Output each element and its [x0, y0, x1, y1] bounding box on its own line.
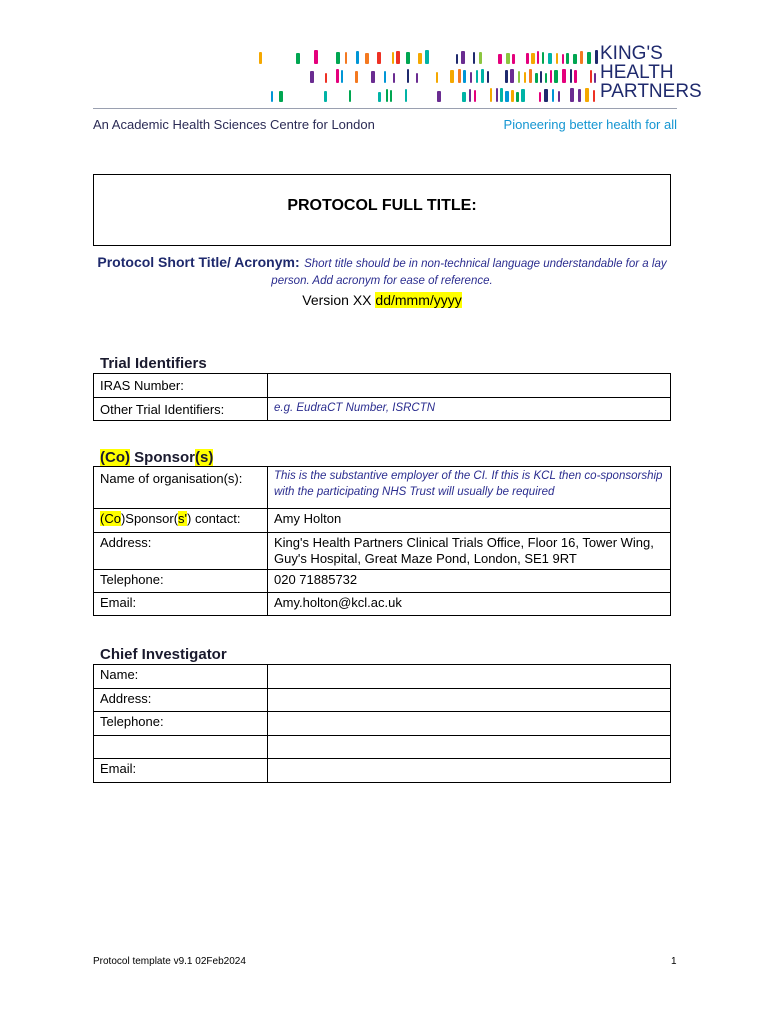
- version-date: dd/mmm/yyyy: [375, 292, 462, 308]
- logo-figure-mark: [556, 53, 558, 64]
- logo-figure-mark: [416, 73, 418, 83]
- logo-figure-mark: [456, 54, 458, 64]
- logo-figure-mark: [462, 92, 466, 102]
- table-row: [94, 689, 671, 712]
- logo-figure-mark: [526, 53, 529, 64]
- ci-address-value: [268, 689, 671, 712]
- logo-figure-mark: [587, 52, 591, 64]
- ci-name-value: [268, 665, 671, 689]
- logo-figure-mark: [474, 90, 476, 102]
- logo-figure-mark: [345, 52, 347, 64]
- org-label: Name of organisation(s):: [94, 467, 268, 509]
- logo-figure-mark: [505, 70, 508, 83]
- logo-figure-mark: [336, 69, 339, 83]
- logo-figure-mark: [518, 71, 520, 83]
- chief-investigator-heading: Chief Investigator: [100, 646, 227, 663]
- logo-figure-mark: [325, 73, 327, 83]
- header-divider: [93, 108, 677, 109]
- logo-figure-mark: [516, 92, 519, 102]
- logo-figure-mark: [550, 70, 552, 83]
- header-tagline-right: Pioneering better health for all: [503, 117, 677, 132]
- logo-figure-mark: [396, 51, 400, 64]
- contact-label-part: )Sponsor(: [120, 511, 179, 526]
- logo-figure-mark: [296, 53, 300, 64]
- table-row: [94, 665, 671, 689]
- sponsor-email-label: Email:: [94, 593, 268, 616]
- logo-figure-mark: [542, 52, 544, 64]
- logo-figure-mark: [506, 53, 510, 64]
- logo-figure-mark: [548, 53, 552, 64]
- logo-figure-mark: [570, 69, 572, 83]
- logo-figure-mark: [574, 70, 577, 83]
- sponsor-address-label: Address:: [94, 533, 268, 570]
- sponsor-table: [93, 466, 671, 616]
- logo-figure-mark: [545, 73, 547, 83]
- ci-name-label: Name:: [94, 665, 268, 689]
- logo-figure-mark: [341, 70, 343, 83]
- contact-label-part: (Co: [100, 511, 121, 526]
- logo-figure-mark: [390, 90, 392, 102]
- table-row: [94, 593, 671, 616]
- logo-figure-mark: [463, 70, 466, 83]
- logo-figure-mark: [529, 69, 532, 83]
- table-row: [94, 398, 671, 421]
- table-row: [94, 712, 671, 736]
- logo-figure-mark: [595, 50, 598, 64]
- logo-figure-mark: [594, 73, 596, 83]
- iras-value: [268, 374, 671, 398]
- logo-figure-mark: [593, 90, 595, 102]
- logo-figure-mark: [505, 91, 509, 102]
- logo-figure-mark: [436, 72, 438, 83]
- logo-figure-mark: [271, 91, 273, 102]
- logo-figure-mark: [500, 88, 503, 102]
- logo-figure-mark: [418, 53, 422, 64]
- short-title-description: Short title should be in non-technical language understandable for a lay person. Add acronym for ease of reference.: [271, 258, 667, 287]
- ci-email-value: [268, 759, 671, 783]
- sponsor-heading-text: Sponsor: [130, 449, 196, 466]
- logo-figure-mark: [458, 69, 461, 83]
- logo-figure-mark: [510, 69, 514, 83]
- ci-blank-value: [268, 736, 671, 759]
- logo-figure-mark: [554, 70, 558, 83]
- logo-figure-mark: [470, 72, 472, 83]
- sponsor-email-value: Amy.holton@kcl.ac.uk: [268, 593, 671, 616]
- logo-figure-mark: [558, 91, 560, 102]
- footer-template-version: Protocol template v9.1 02Feb2024: [93, 956, 246, 967]
- sponsor-heading: [100, 449, 213, 466]
- logo-figure-mark: [578, 89, 581, 102]
- logo-figure-mark: [386, 89, 388, 102]
- logo-figure-mark: [310, 71, 314, 83]
- version-line: [93, 292, 671, 308]
- logo-line: HEALTH: [600, 62, 674, 83]
- footer-page-number: 1: [671, 956, 677, 967]
- trial-identifiers-table: [93, 373, 671, 421]
- version-prefix: Version XX: [302, 292, 376, 308]
- logo-figure-mark: [425, 50, 429, 64]
- logo-figure-mark: [473, 52, 475, 64]
- logo-figure-mark: [356, 51, 359, 64]
- ci-blank-label: [94, 736, 268, 759]
- logo-figure-mark: [461, 51, 465, 64]
- logo-line: KING'S: [600, 43, 663, 64]
- logo-figure-mark: [405, 89, 407, 102]
- logo-figure-mark: [496, 88, 498, 102]
- logo-figure-mark: [562, 69, 566, 83]
- logo-figure-mark: [566, 53, 569, 64]
- ci-address-label: Address:: [94, 689, 268, 712]
- sponsor-heading-s: (s): [195, 449, 214, 466]
- protocol-full-title: PROTOCOL FULL TITLE:: [287, 197, 477, 214]
- logo-figure-mark: [377, 52, 381, 64]
- logo-figure-mark: [544, 89, 548, 102]
- chief-investigator-table: [93, 664, 671, 783]
- table-row: [94, 759, 671, 783]
- contact-label-part: ) contact:: [187, 511, 241, 526]
- sponsor-heading-co: (Co): [100, 449, 130, 466]
- logo-figure-mark: [481, 69, 484, 83]
- sponsor-telephone-value: 020 71885732: [268, 570, 671, 593]
- logo-figure-mark: [535, 73, 538, 83]
- other-identifiers-value: e.g. EudraCT Number, ISRCTN: [268, 398, 671, 421]
- table-row: [94, 509, 671, 533]
- sponsor-address-value: King's Health Partners Clinical Trials Office, Floor 16, Tower Wing, Guy's Hospital, Great Maze Pond, London, SE1 9RT: [268, 533, 671, 570]
- iras-label: IRAS Number:: [94, 374, 268, 398]
- short-title-block: [93, 254, 671, 289]
- sponsor-contact-label: [94, 509, 268, 533]
- logo-figure-mark: [490, 88, 492, 102]
- sponsor-contact-value: Amy Holton: [268, 509, 671, 533]
- logo-figure-mark: [487, 71, 489, 83]
- kings-health-partners-logo-figures-icon: [248, 46, 600, 104]
- header-tagline-left: An Academic Health Sciences Centre for London: [93, 117, 375, 132]
- logo-figure-mark: [450, 70, 454, 83]
- logo-figure-mark: [469, 89, 471, 102]
- contact-label-part: s': [178, 511, 188, 526]
- other-identifiers-label: Other Trial Identifiers:: [94, 398, 268, 421]
- logo-figure-mark: [336, 52, 340, 64]
- trial-identifiers-heading: Trial Identifiers: [100, 355, 207, 372]
- logo-figure-mark: [512, 54, 515, 64]
- logo-figure-mark: [314, 50, 318, 64]
- logo-figure-mark: [552, 89, 554, 102]
- org-value: This is the substantive employer of the CI. If this is KCL then co-sponsorship with the participating NHS Trust will usually be required: [268, 467, 671, 509]
- ci-telephone-value: [268, 712, 671, 736]
- logo-figure-mark: [524, 72, 526, 83]
- logo-figure-mark: [371, 71, 375, 83]
- ci-email-label: Email:: [94, 759, 268, 783]
- logo-figure-mark: [498, 54, 502, 64]
- logo-figure-mark: [580, 51, 583, 64]
- logo-figure-mark: [378, 92, 381, 102]
- logo-figure-mark: [365, 53, 369, 64]
- sponsor-telephone-label: Telephone:: [94, 570, 268, 593]
- logo-figure-mark: [590, 70, 592, 83]
- ci-telephone-label: Telephone:: [94, 712, 268, 736]
- logo-figure-mark: [407, 69, 409, 83]
- logo-figure-mark: [479, 52, 482, 64]
- table-row: [94, 533, 671, 570]
- logo-figure-mark: [539, 92, 541, 102]
- logo-figure-mark: [406, 52, 410, 64]
- logo-figure-mark: [384, 71, 386, 83]
- logo-figure-mark: [585, 88, 589, 102]
- logo-figure-mark: [540, 71, 542, 83]
- logo-figure-mark: [570, 88, 574, 102]
- logo-figure-mark: [437, 91, 441, 102]
- short-title-label: Protocol Short Title/ Acronym:: [97, 254, 300, 270]
- table-row: [94, 570, 671, 593]
- logo-figure-mark: [349, 90, 351, 102]
- logo-figure-mark: [476, 70, 478, 83]
- logo-line: PARTNERS: [600, 81, 702, 102]
- logo-figure-mark: [393, 73, 395, 83]
- kings-health-partners-logo: [600, 43, 702, 102]
- logo-figure-mark: [355, 71, 358, 83]
- logo-figure-mark: [279, 91, 283, 102]
- table-row: [94, 467, 671, 509]
- logo-figure-mark: [259, 52, 262, 64]
- protocol-title-box: [93, 174, 671, 246]
- logo-figure-mark: [531, 53, 535, 64]
- logo-figure-mark: [562, 54, 564, 64]
- table-row: [94, 374, 671, 398]
- logo-figure-mark: [537, 51, 539, 64]
- logo-figure-mark: [511, 90, 514, 102]
- logo-figure-mark: [324, 91, 327, 102]
- logo-figure-mark: [573, 54, 577, 64]
- logo-figure-mark: [521, 89, 525, 102]
- logo-figure-mark: [392, 52, 394, 64]
- table-row: [94, 736, 671, 759]
